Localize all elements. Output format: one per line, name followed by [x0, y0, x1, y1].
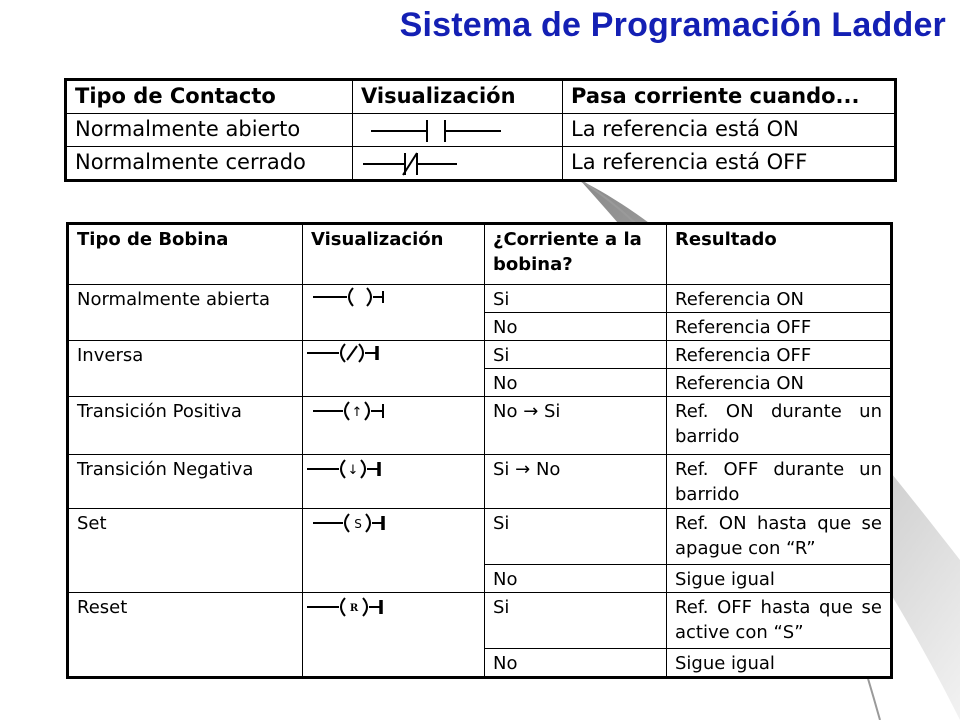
normally-open-coil-icon	[303, 285, 485, 309]
contact-condition: La referencia está OFF	[563, 147, 895, 180]
page-title: Sistema de Programación Ladder	[399, 6, 946, 44]
contact-types-table	[66, 80, 895, 180]
coil-header-row	[69, 225, 891, 285]
coil-current: No	[485, 565, 667, 593]
contact-condition: La referencia está ON	[563, 114, 895, 147]
coil-type: Transición Positiva	[69, 397, 303, 455]
coil-type: Inversa	[69, 341, 303, 397]
coil-result: Ref. OFF hasta que se active con “S”	[667, 593, 891, 649]
coil-header-type: Tipo de Bobina	[69, 225, 303, 285]
contact-row	[67, 147, 895, 180]
normally-closed-contact-icon	[353, 147, 563, 179]
contact-header-condition: Pasa corriente cuando...	[563, 81, 895, 114]
set-coil-icon	[303, 509, 485, 539]
coil-row	[69, 285, 891, 313]
coil-header-current: ¿Corriente a la bobina?	[485, 225, 667, 285]
contact-type: Normalmente cerrado	[67, 147, 353, 180]
coil-letter: S	[354, 517, 362, 531]
coil-current: No	[485, 649, 667, 677]
coil-current: Si	[485, 285, 667, 313]
contact-row	[67, 114, 895, 147]
coil-type: Normalmente abierta	[69, 285, 303, 341]
reset-coil-icon	[303, 593, 485, 623]
coil-current: Si	[485, 341, 667, 369]
contact-header-type: Tipo de Contacto	[67, 81, 353, 114]
contact-header-row	[67, 81, 895, 114]
coil-current: Si	[485, 593, 667, 649]
coil-row	[69, 593, 891, 649]
coil-type: Reset	[69, 593, 303, 677]
coil-result: Sigue igual	[667, 565, 891, 593]
positive-transition-coil-icon	[303, 397, 485, 427]
coil-result: Referencia ON	[667, 285, 891, 313]
coil-letter: ↑	[351, 405, 363, 420]
coil-result: Ref. ON durante un barrido	[667, 397, 891, 455]
inverse-coil-icon	[303, 341, 485, 365]
contact-type: Normalmente abierto	[67, 114, 353, 147]
coil-result: Referencia OFF	[667, 313, 891, 341]
coil-current: Si → No	[485, 455, 667, 509]
coil-row	[69, 509, 891, 565]
coil-row	[69, 397, 891, 455]
coil-current: Si	[485, 509, 667, 565]
negative-transition-coil-icon	[303, 455, 485, 485]
coil-type: Transición Negativa	[69, 455, 303, 509]
coil-current: No → Si	[485, 397, 667, 455]
coil-result: Ref. OFF durante un barrido	[667, 455, 891, 509]
normally-open-contact-icon	[353, 114, 563, 146]
coil-header-display: Visualización	[303, 225, 485, 285]
coil-row	[69, 455, 891, 509]
coil-result: Ref. ON hasta que se apague con “R”	[667, 509, 891, 565]
coil-header-result: Resultado	[667, 225, 891, 285]
coil-types-table	[68, 224, 891, 677]
coil-letter: R	[349, 603, 359, 614]
coil-type: Set	[69, 509, 303, 593]
coil-row	[69, 341, 891, 369]
coil-result: Sigue igual	[667, 649, 891, 677]
coil-letter: ↓	[347, 463, 359, 478]
coil-result: Referencia ON	[667, 369, 891, 397]
contact-header-display: Visualización	[353, 81, 563, 114]
coil-current: No	[485, 369, 667, 397]
coil-current: No	[485, 313, 667, 341]
coil-result: Referencia OFF	[667, 341, 891, 369]
